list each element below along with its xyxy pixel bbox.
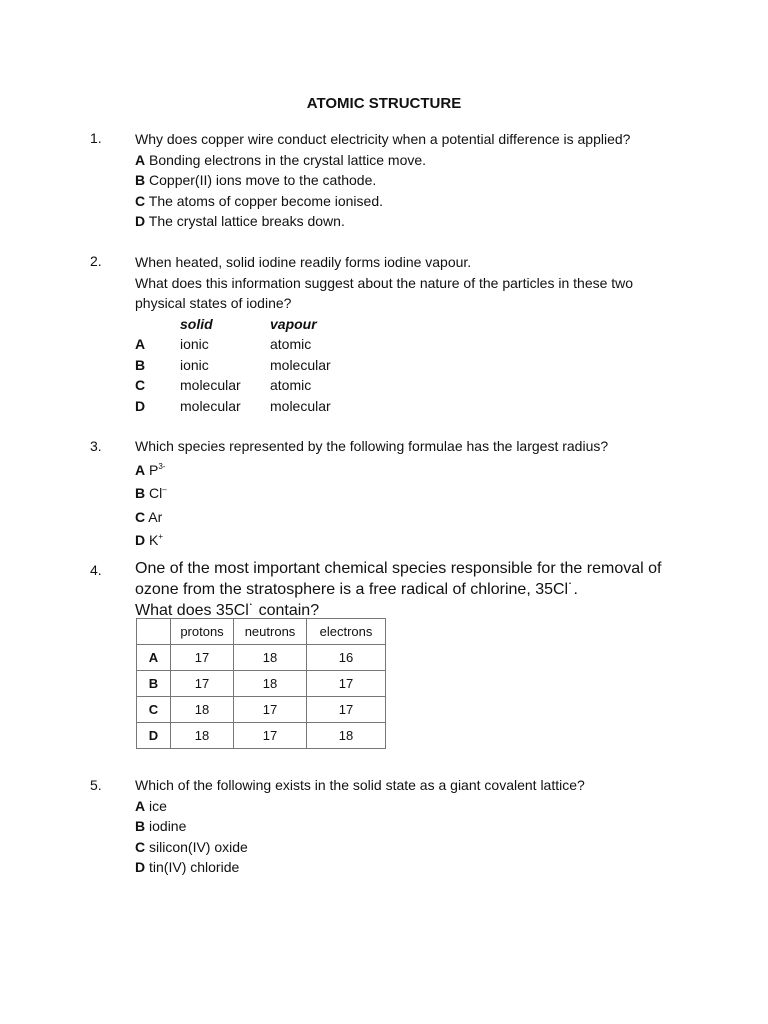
question-3-option-a [135, 457, 715, 481]
question-2 [135, 252, 715, 416]
option-letter: B [135, 818, 146, 834]
table-header-row [137, 619, 386, 645]
question-5-number: 5. [90, 777, 102, 793]
option-text: Ar [145, 508, 163, 525]
option-text: silicon(IV) oxide [145, 838, 248, 855]
row-solid: ionic [180, 356, 209, 373]
option-letter: D [135, 859, 146, 875]
row-letter: C [135, 377, 146, 393]
table-cell: 17 [307, 671, 386, 697]
table-cell: 17 [171, 645, 234, 671]
question-3-option-b [135, 480, 715, 504]
option-text: tin(IV) chloride [145, 859, 240, 875]
question-2-number: 2. [90, 253, 102, 269]
table-cell: 17 [234, 723, 307, 749]
charge-superscript: 3- [158, 461, 166, 471]
question-2-options-grid [135, 314, 715, 417]
grid-corner [135, 314, 180, 335]
table-cell: C [137, 697, 171, 723]
question-1-option-b [135, 170, 715, 191]
question-1-number: 1. [90, 130, 102, 146]
question-4-line-3: What does 35Cl˙ contain? [135, 602, 320, 619]
question-4-line-1: One of the most important chemical species responsible for the removal of [135, 560, 662, 577]
charge-superscript: – [162, 485, 167, 494]
question-3-number: 3. [90, 438, 102, 454]
option-letter: D [135, 213, 146, 229]
option-text: Cl [145, 485, 163, 501]
page-title: ATOMIC STRUCTURE [306, 95, 462, 112]
option-letter: C [135, 838, 146, 855]
option-letter: A [135, 461, 146, 478]
question-4 [135, 558, 735, 621]
row-solid: molecular [180, 377, 241, 393]
question-1 [135, 129, 715, 232]
table-cell: 16 [307, 645, 386, 671]
question-2-line-3: physical states of iodine? [135, 295, 292, 311]
table-header-cell: protons [171, 619, 234, 645]
question-1-stem: Why does copper wire conduct electricity when a potential difference is applied? [135, 131, 631, 147]
option-text: The atoms of copper become ionised. [145, 192, 384, 209]
option-letter: B [135, 172, 146, 188]
row-vapour: atomic [270, 377, 312, 393]
row-vapour: molecular [270, 356, 331, 373]
question-4-line-2: ozone from the stratosphere is a free radical of chlorine, 35Cl˙. [135, 581, 578, 598]
table-row [137, 671, 386, 697]
table-cell: 17 [307, 697, 386, 723]
question-5-stem: Which of the following exists in the solid state as a giant covalent lattice? [135, 777, 585, 793]
option-text: P [145, 461, 159, 478]
row-letter: B [135, 356, 146, 373]
question-5-option-a [135, 796, 715, 817]
table-header-cell: neutrons [234, 619, 307, 645]
table-header-cell: electrons [307, 619, 386, 645]
table-cell: 17 [171, 671, 234, 697]
question-5-option-d [135, 857, 715, 878]
question-4-number: 4. [90, 562, 102, 578]
table-cell: 17 [234, 697, 307, 723]
question-3-option-d [135, 527, 715, 551]
table-cell: 18 [234, 671, 307, 697]
table-row [137, 697, 386, 723]
question-1-option-a [135, 150, 715, 171]
option-text: ice [145, 797, 167, 814]
option-letter: A [135, 797, 146, 814]
header-solid: solid [180, 315, 213, 332]
question-5-option-b [135, 816, 715, 837]
option-letter: B [135, 485, 146, 501]
table-header-cell [137, 619, 171, 645]
table-cell: A [137, 645, 171, 671]
header-vapour: vapour [270, 315, 317, 332]
option-text: Copper(II) ions move to the cathode. [145, 172, 377, 188]
question-5-option-c [135, 837, 715, 858]
table-cell: 18 [171, 697, 234, 723]
question-2-line-2: What does this information suggest about the nature of the particles in these two [135, 274, 634, 291]
question-3 [135, 436, 715, 551]
option-letter: C [135, 192, 146, 209]
particle-table [136, 618, 386, 749]
row-letter: A [135, 336, 146, 352]
table-cell: B [137, 671, 171, 697]
option-letter: C [135, 508, 146, 525]
row-vapour: molecular [270, 397, 331, 414]
table-cell: D [137, 723, 171, 749]
question-1-option-d [135, 211, 715, 232]
table-cell: 18 [234, 645, 307, 671]
table-cell: 18 [307, 723, 386, 749]
option-letter: D [135, 532, 146, 548]
question-1-option-c [135, 191, 715, 212]
option-text: Bonding electrons in the crystal lattice move. [145, 151, 427, 168]
question-3-option-c [135, 504, 715, 528]
row-solid: ionic [180, 336, 209, 352]
option-letter: A [135, 151, 146, 168]
row-vapour: atomic [270, 336, 312, 352]
question-3-stem: Which species represented by the following formulae has the largest radius? [135, 438, 609, 454]
table-row [137, 723, 386, 749]
charge-superscript: + [158, 532, 164, 541]
option-text: iodine [145, 818, 187, 834]
question-2-line-1: When heated, solid iodine readily forms iodine vapour. [135, 254, 472, 270]
row-solid: molecular [180, 397, 241, 414]
option-text: K [145, 532, 159, 548]
table-row [137, 645, 386, 671]
option-text: The crystal lattice breaks down. [145, 213, 345, 229]
row-letter: D [135, 397, 146, 414]
question-5 [135, 775, 715, 878]
table-cell: 18 [171, 723, 234, 749]
